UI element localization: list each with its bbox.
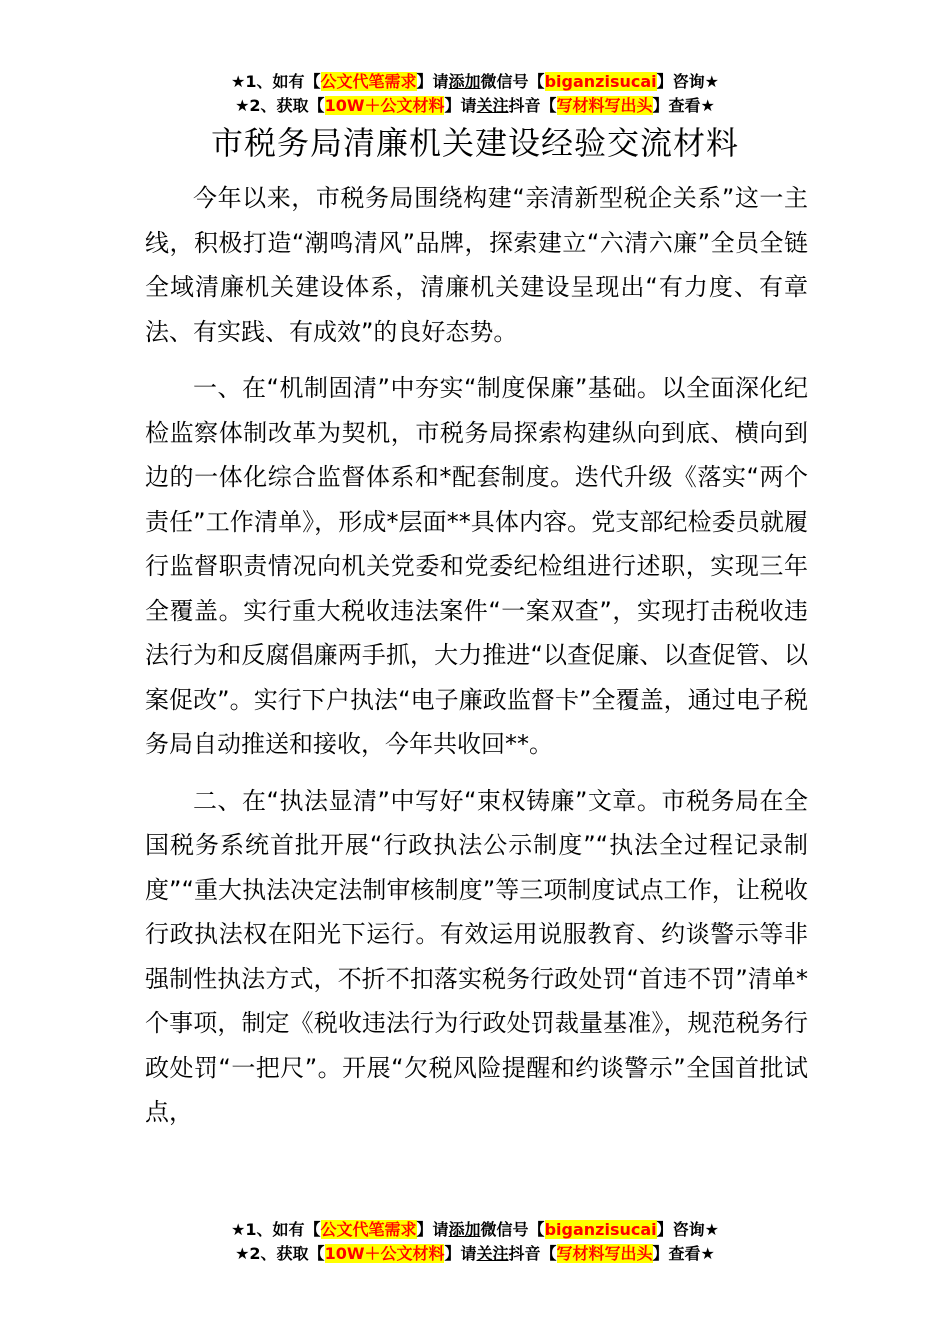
notice-text: 抖音【 — [508, 96, 557, 115]
notice-line-1 — [0, 70, 950, 94]
notice-text: 抖音【 — [508, 1244, 557, 1263]
notice-text: ★1、如有【 — [231, 1220, 321, 1239]
notice-text: ★2、获取【 — [235, 96, 325, 115]
notice-highlight: 公文代笔需求 — [320, 1220, 417, 1239]
top-notice — [0, 70, 950, 118]
notice-text: 微信号【 — [480, 1220, 545, 1239]
notice-highlight: 写材料写出头 — [556, 96, 653, 115]
notice-text: 】查看★ — [652, 96, 715, 115]
notice-line-2 — [0, 1242, 950, 1266]
paragraph-section-2: 二、在“执法显清”中写好“束权铸廉”文章。市税务局在全国税务系统首批开展“行政执法公示制度”“执法全过程记录制度”“重大执法决定法制审核制度”等三项制度试点工作，让税收行政执法权在阳光下运行。有效运用说服教育、约谈警示等非强制性执法方式，不折不扣落实税务行政处罚“首违不罚”清单*个事项，制定《税收违法行为行政处罚裁量基准》，规范税务行政处罚“一把尺”。开展“欠税风险提醒和约谈警示”全国首批试点， — [145, 786, 808, 1126]
notice-underlined: 关注 — [476, 96, 509, 115]
notice-text: 】咨询★ — [656, 1220, 719, 1239]
notice-highlight: 公文代笔需求 — [320, 72, 417, 91]
notice-line-1 — [0, 1218, 950, 1242]
paragraph-intro: 今年以来，市税务局围绕构建“亲清新型税企关系”这一主线，积极打造“潮鸣清风”品牌，探索建立“六清六廉”全员全链全域清廉机关建设体系，清廉机关建设呈现出“有力度、有章法、有实践、有成效”的良好态势。 — [145, 184, 808, 346]
notice-text: 】请 — [444, 96, 477, 115]
notice-underlined: 添加 — [448, 72, 481, 91]
notice-text: 微信号【 — [480, 72, 545, 91]
notice-text: 】请 — [416, 72, 449, 91]
notice-text: 】查看★ — [652, 1244, 715, 1263]
notice-highlight: 写材料写出头 — [556, 1244, 653, 1263]
notice-text: 】咨询★ — [656, 72, 719, 91]
paragraph-section-1: 一、在“机制固清”中夯实“制度保廉”基础。以全面深化纪检监察体制改革为契机，市税务局探索构建纵向到底、横向到边的一体化综合监督体系和*配套制度。迭代升级《落实“两个责任”工作清单》，形成*层面**具体内容。党支部纪检委员就履行监督职责情况向机关党委和党委纪检组进行述职，实现三年全覆盖。实行重大税收违法案件“一案双查”，实现打击税收违法行为和反腐倡廉两手抓，大力推进“以查促廉、以查促管、以案促改”。实行下户执法“电子廉政监督卡”全覆盖，通过电子税务局自动推送和接收，今年共收回**。 — [145, 374, 808, 758]
notice-text: 】请 — [444, 1244, 477, 1263]
notice-text: ★2、获取【 — [235, 1244, 325, 1263]
notice-text: 】请 — [416, 1220, 449, 1239]
notice-highlight: biganzisucai — [544, 72, 657, 91]
document-body — [145, 176, 808, 1147]
bottom-notice — [0, 1218, 950, 1266]
notice-highlight: 10W＋公文材料 — [324, 1244, 445, 1263]
notice-underlined: 关注 — [476, 1244, 509, 1263]
notice-underlined: 添加 — [448, 1220, 481, 1239]
document-title: 市税务局清廉机关建设经验交流材料 — [210, 124, 739, 162]
notice-line-2 — [0, 94, 950, 118]
notice-highlight: biganzisucai — [544, 1220, 657, 1239]
notice-highlight: 10W＋公文材料 — [324, 96, 445, 115]
notice-text: ★1、如有【 — [231, 72, 321, 91]
